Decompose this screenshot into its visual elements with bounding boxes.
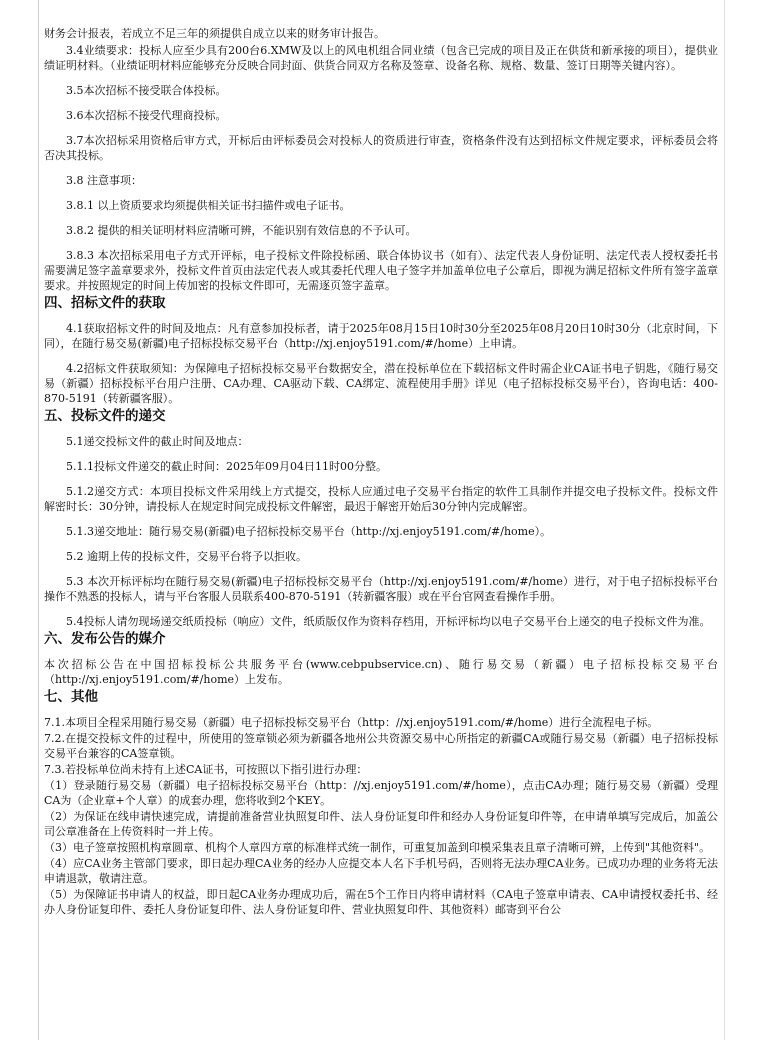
paragraph-3-6-no-agent: 3.6本次招标不接受代理商投标。 — [66, 109, 227, 122]
list-item-7-3-5: （5）为保障证书申请人的权益，即日起CA业务办理成功后，需在5个工作日内将申请材料（CA电子签章申请表、CA申请授权委托书、经办人身份证复印件、委托人身份证复印件、法人身份证复印件、营业执照复印件、其他资料）邮寄到平台公 — [44, 888, 718, 916]
list-item-7-3-1: （1）登录随行易交易（新疆）电子招标投标交易平台（http：//xj.enjoy5191.com/#/home），点击CA办理；随行易交易（新疆）受理CA为（企业章+个人章）的成套办理，您将收到2个KEY。 — [44, 779, 718, 807]
paragraph-5-1-1: 5.1.1投标文件递交的截止时间：2025年09月04日11时00分整。 — [66, 460, 387, 473]
paragraph-3-4-performance: 3.4业绩要求：投标人应至少具有200台6.XMW及以上的风电机组合同业绩（包含已完成的项目及正在供货和新承接的项目），提供业绩证明材料。（业绩证明材料应能够充分反映合同封面、供货合同双方名称及签章、设备名称、规格、数量、签订日期等关键内容）。 — [44, 44, 718, 72]
section-heading-4: 四、招标文件的获取 — [44, 295, 166, 311]
paragraph-5-1-3: 5.1.3递交地址：随行易交易(新疆)电子招标投标交易平台（http://xj.enjoy5191.com/#/home）。 — [66, 525, 552, 538]
section-7-list — [44, 715, 718, 917]
paragraph-3-8-2: 3.8.2 提供的相关证明材料应清晰可辨，不能识别有效信息的不予认可。 — [66, 224, 417, 237]
list-item-7-2: 7.2.在提交投标文件的过程中，所使用的签章锁必须为新疆各地州公共资源交易中心所指定的新疆CA或随行易交易（新疆）电子招标投标交易平台兼容的CA签章锁。 — [44, 732, 718, 760]
paragraph-5-1: 5.1递交投标文件的截止时间及地点： — [66, 435, 249, 448]
list-item-7-3: 7.3.若投标单位尚未持有上述CA证书，可按照以下指引进行办理： — [44, 763, 368, 776]
list-item-7-1: 7.1.本项目全程采用随行易交易（新疆）电子招标投标交易平台（http：//xj.enjoy5191.com/#/home）进行全流程电子标。 — [44, 716, 659, 729]
paragraph-5-3: 5.3 本次开标评标均在随行易交易(新疆)电子招标投标交易平台（http://xj.enjoy5191.com/#/home）进行，对于电子招标投标平台操作不熟悉的投标人，请与平台客服人员联系400-870-5191（转新疆客服）或在平台官网查看操作手册。 — [44, 575, 718, 603]
section-heading-5: 五、投标文件的递交 — [44, 408, 166, 424]
left-margin-rule — [38, 0, 39, 1040]
right-margin-rule — [724, 0, 725, 1040]
list-item-7-3-3: （3）电子签章按照机构章圆章、机构个人章四方章的标准样式统一制作，可重复加盖到印模采集表且章子清晰可辨，上传到"其他资料"。 — [44, 841, 711, 854]
paragraph-4-1: 4.1获取招标文件的时间及地点：凡有意参加投标者，请于2025年08月15日10时30分至2025年08月20日10时30分（北京时间，下同），在随行易交易(新疆)电子招标投标交易平台（http://xj.enjoy5191.com/#/home）上申请。 — [44, 322, 718, 350]
section-heading-6: 六、发布公告的媒介 — [44, 631, 166, 647]
paragraph-audit-report: 财务会计报表，若成立不足三年的须提供自成立以来的财务审计报告。 — [44, 27, 385, 40]
paragraph-5-4: 5.4投标人请勿现场递交纸质投标（响应）文件，纸质版仅作为资料存档用，开标评标均以电子交易平台上递交的电子投标文件为准。 — [66, 615, 711, 628]
paragraph-4-2: 4.2招标文件获取须知：为保障电子招标投标交易平台数据安全，潜在投标单位在下载招标文件时需企业CA证书电子钥匙，《随行易交易（新疆）招标投标平台用户注册、CA办理、CA驱动下载、CA绑定、流程使用手册》详见（电子招标投标交易平台），咨询电话：400-870-5191（转新疆客服）。 — [44, 362, 718, 405]
list-item-7-3-2: （2）为保证在线申请快速完成，请提前准备营业执照复印件、法人身份证复印件和经办人身份证复印件等，在申请单填写完成后，加盖公司公章准备在上传资料时一并上传。 — [44, 810, 718, 838]
paragraph-3-8-notes: 3.8 注意事项： — [66, 174, 142, 187]
paragraph-5-2: 5.2 逾期上传的投标文件，交易平台将予以拒收。 — [66, 550, 307, 563]
list-item-7-3-4: （4）应CA业务主管部门要求，即日起办理CA业务的经办人应提交本人名下手机号码，否则将无法办理CA业务。已成功办理的业务将无法申请退款，敬请注意。 — [44, 857, 718, 885]
paragraph-3-5-no-consortium: 3.5本次招标不接受联合体投标。 — [66, 84, 227, 97]
section-heading-7: 七、其他 — [44, 689, 98, 705]
paragraph-6: 本次招标公告在中国招标投标公共服务平台(www.cebpubservice.cn)、随行易交易（新疆）电子招标投标交易平台（http://xj.enjoy5191.com/#/home）上发布。 — [44, 658, 718, 686]
document-body — [44, 26, 718, 918]
paragraph-3-7-review: 3.7本次招标采用资格后审方式，开标后由评标委员会对投标人的资质进行审查，资格条件没有达到招标文件规定要求，评标委员会将否决其投标。 — [44, 134, 718, 162]
paragraph-5-1-2: 5.1.2递交方式：本项目投标文件采用线上方式提交，投标人应通过电子交易平台指定的软件工具制作并提交电子投标文件。投标文件解密时长：30分钟，请投标人在规定时间完成投标文件解密，最迟于解密开始后30分钟内完成解密。 — [44, 485, 718, 513]
paragraph-3-8-1: 3.8.1 以上资质要求均须提供相关证书扫描件或电子证书。 — [66, 199, 351, 212]
paragraph-3-8-3: 3.8.3 本次招标采用电子方式开评标，电子投标文件除投标函、联合体协议书（如有）、法定代表人身份证明、法定代表人授权委托书需要满足签字盖章要求外，投标文件首页由法定代表人或其委托代理人电子签字并加盖单位电子公章后，即视为满足招标文件所有签字盖章要求。并按照规定的时间上传加密的投标文件即可，无需逐页签字盖章。 — [44, 249, 718, 292]
